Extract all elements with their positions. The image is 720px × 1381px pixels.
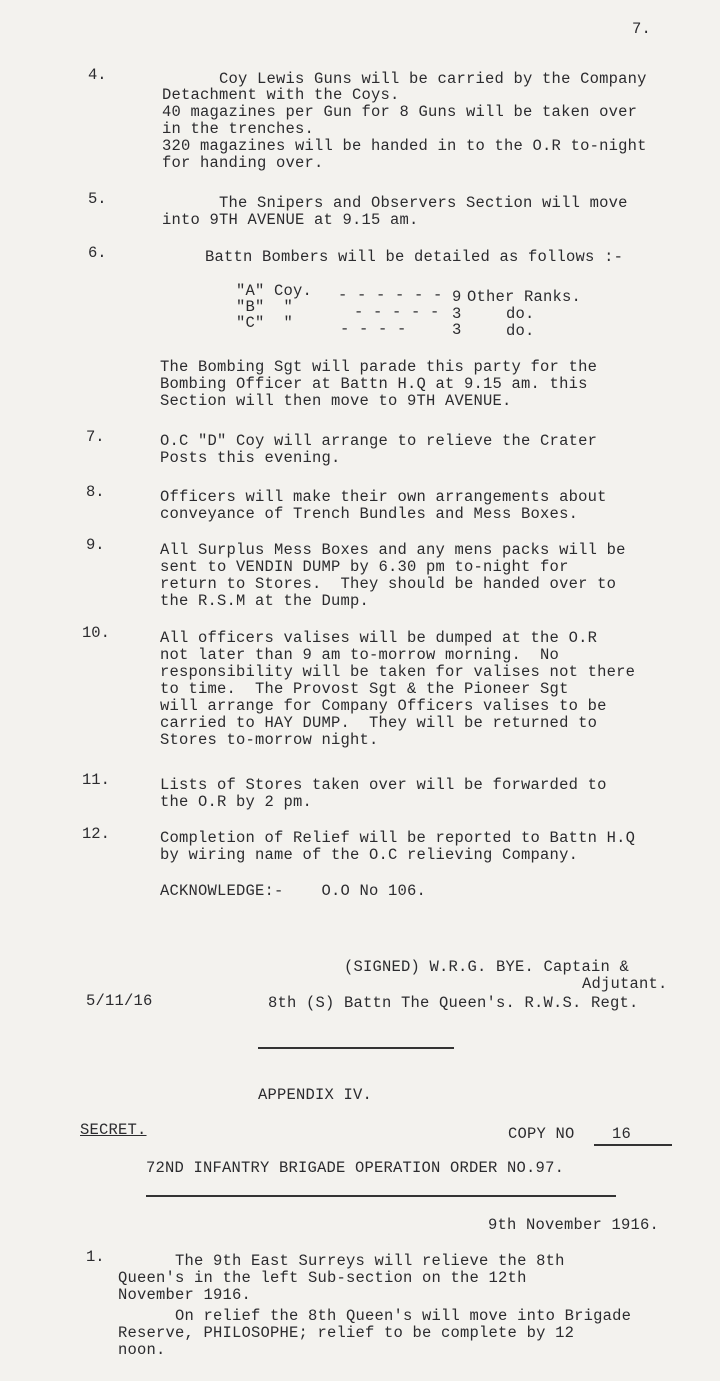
- bombers-desc-c: do.: [506, 322, 535, 340]
- item-number-9: 9.: [86, 536, 105, 554]
- section-divider: [258, 1047, 454, 1049]
- item-number-6: 6.: [88, 244, 107, 262]
- item-5-line-2: into 9TH AVENUE at 9.15 am.: [162, 211, 419, 229]
- item-4-line-3: 40 magazines per Gun for 8 Guns will be taken over: [162, 103, 638, 121]
- order-item-1-line-6: noon.: [118, 1341, 166, 1359]
- bombers-count-b: 3: [452, 305, 462, 323]
- item-number-8: 8.: [86, 483, 105, 501]
- order-item-number-1: 1.: [86, 1248, 105, 1266]
- order-date-left: 5/11/16: [86, 992, 153, 1010]
- order-item-1-line-1: The 9th East Surreys will relieve the 8th: [118, 1252, 565, 1270]
- item-9-line-2: sent to VENDIN DUMP by 6.30 pm to-night for: [160, 558, 569, 576]
- copy-number-underline: [594, 1144, 672, 1146]
- item-6-after-line-1: The Bombing Sgt will parade this party for the: [160, 358, 598, 376]
- item-4-line-4: in the trenches.: [162, 120, 315, 138]
- acknowledge-line: ACKNOWLEDGE:- O.O No 106.: [160, 882, 427, 900]
- appendix-title: APPENDIX IV.: [258, 1086, 373, 1104]
- operation-order-date: 9th November 1916.: [488, 1216, 660, 1234]
- item-10-line-5: will arrange for Company Officers valises to be: [160, 697, 607, 715]
- item-12-line-2: by wiring name of the O.C relieving Company.: [160, 846, 579, 864]
- bombers-coy-b: "B" ": [236, 298, 294, 316]
- order-item-1-line-5: Reserve, PHILOSOPHE; relief to be complete by 12: [118, 1324, 575, 1342]
- item-4-line-6: for handing over.: [162, 154, 324, 172]
- item-4-line-5: 320 magazines will be handed in to the O.R to-night: [162, 137, 647, 155]
- bombers-desc-a: Other Ranks.: [467, 288, 582, 306]
- order-item-1-line-3: November 1916.: [118, 1286, 252, 1304]
- item-7-line-1: O.C "D" Coy will arrange to relieve the Crater: [160, 432, 598, 450]
- item-number-10: 10.: [82, 624, 110, 642]
- item-7-line-2: Posts this evening.: [160, 449, 341, 467]
- bombers-coy-c: "C" ": [236, 314, 294, 332]
- order-item-1-line-4: On relief the 8th Queen's will move into Brigade: [118, 1307, 632, 1325]
- item-10-line-7: Stores to-morrow night.: [160, 731, 379, 749]
- adjutant-line: Adjutant.: [582, 975, 668, 993]
- battalion-line: 8th (S) Battn The Queen's. R.W.S. Regt.: [268, 994, 639, 1012]
- item-9-line-1: All Surplus Mess Boxes and any mens packs will be: [160, 541, 626, 559]
- item-10-line-6: carried to HAY DUMP. They will be returned to: [160, 714, 598, 732]
- bombers-count-c: 3: [452, 321, 462, 339]
- item-number-7: 7.: [86, 428, 105, 446]
- bombers-dash-a: - - - - - -: [338, 286, 443, 304]
- page-number: 7.: [632, 20, 652, 38]
- item-11-line-1: Lists of Stores taken over will be forwarded to: [160, 776, 607, 794]
- item-10-line-1: All officers valises will be dumped at the O.R: [160, 629, 598, 647]
- item-number-12: 12.: [82, 825, 110, 843]
- item-number-4: 4.: [88, 66, 107, 84]
- item-12-line-1: Completion of Relief will be reported to Battn H.Q: [160, 829, 636, 847]
- item-5-line-1: The Snipers and Observers Section will move: [162, 194, 628, 212]
- item-10-line-2: not later than 9 am to-morrow morning. No: [160, 646, 560, 664]
- item-8-line-1: Officers will make their own arrangements about: [160, 488, 607, 506]
- item-8-line-2: conveyance of Trench Bundles and Mess Boxes.: [160, 505, 579, 523]
- signed-line: (SIGNED) W.R.G. BYE. Captain &: [344, 958, 630, 976]
- item-number-11: 11.: [82, 771, 110, 789]
- item-10-line-3: responsibility will be taken for valises not there: [160, 663, 636, 681]
- item-4-line-1: Coy Lewis Guns will be carried by the Company: [162, 70, 647, 88]
- item-9-line-4: the R.S.M at the Dump.: [160, 592, 370, 610]
- item-6-line-1: Battn Bombers will be detailed as follows :-: [205, 248, 624, 266]
- title-underline: [146, 1195, 616, 1197]
- item-11-line-2: the O.R by 2 pm.: [160, 793, 313, 811]
- bombers-count-a: 9: [452, 288, 462, 306]
- item-4-line-2: Detachment with the Coys.: [162, 86, 400, 104]
- copy-label: COPY NO: [508, 1125, 575, 1143]
- item-6-after-line-2: Bombing Officer at Battn H.Q at 9.15 am. this: [160, 375, 588, 393]
- bombers-desc-b: do.: [506, 305, 535, 323]
- item-10-line-4: to time. The Provost Sgt & the Pioneer Sgt: [160, 680, 569, 698]
- operation-order-title: 72ND INFANTRY BRIGADE OPERATION ORDER NO.97.: [146, 1159, 565, 1177]
- bombers-dash-c: - - - -: [340, 320, 407, 338]
- bombers-dash-b: - - - - -: [354, 303, 440, 321]
- order-item-1-line-2: Queen's in the left Sub-section on the 12th: [118, 1269, 527, 1287]
- item-6-after-line-3: Section will then move to 9TH AVENUE.: [160, 392, 512, 410]
- bombers-coy-a: "A" Coy.: [236, 282, 313, 300]
- item-9-line-3: return to Stores. They should be handed over to: [160, 575, 617, 593]
- copy-number: 16: [612, 1125, 632, 1143]
- secret-label: SECRET.: [80, 1121, 147, 1139]
- item-number-5: 5.: [88, 190, 107, 208]
